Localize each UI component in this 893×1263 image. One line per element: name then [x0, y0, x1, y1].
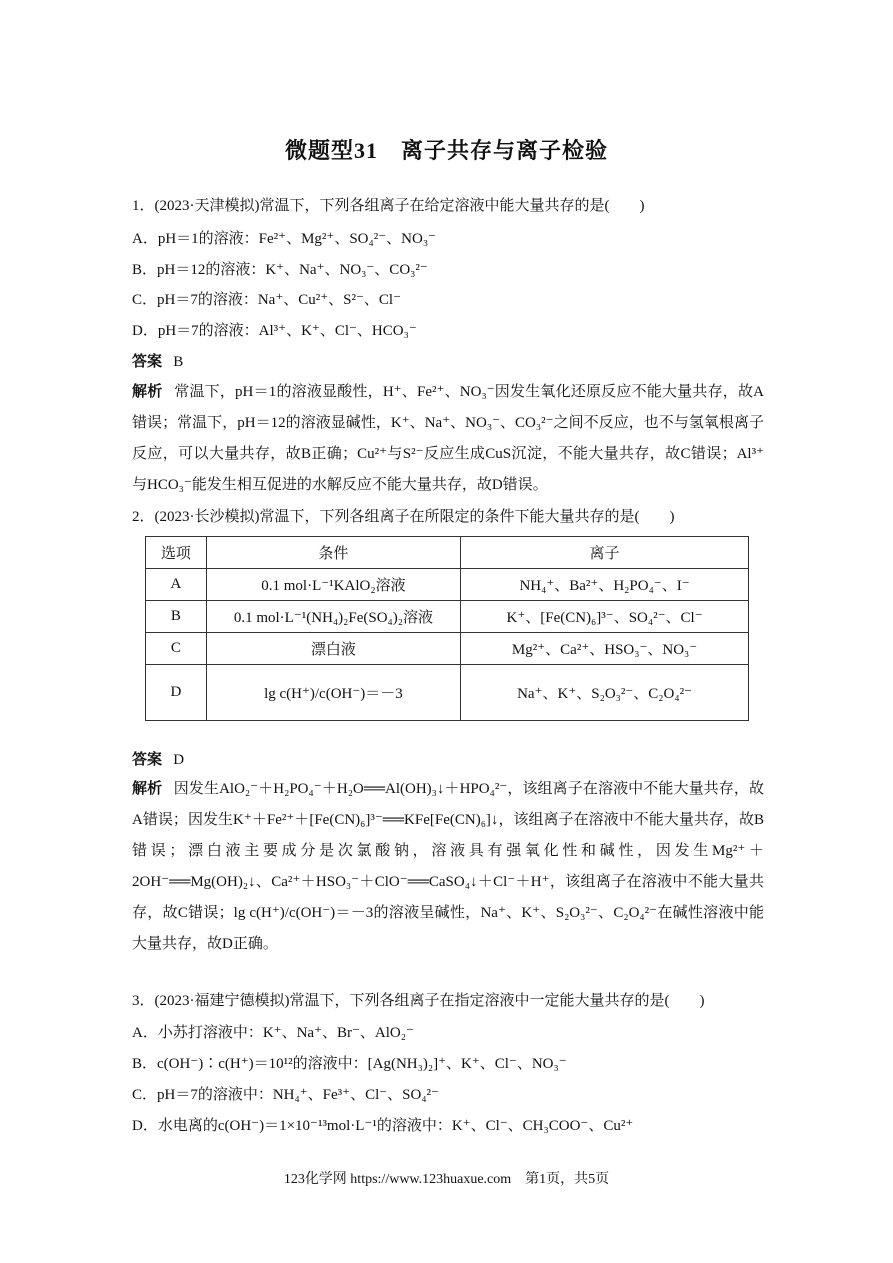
q1-stem: 1．(2023·天津模拟)常温下，下列各组离子在给定溶液中能大量共存的是( ) [132, 198, 645, 214]
q2-analysis-text: 因发生AlO₂⁻＋H₂PO₄⁻＋H₂O══Al(OH)₃↓＋HPO₄²⁻，该组离子在溶液中不能大量共存，故A错误；因发生K⁺＋Fe²⁺＋[Fe(CN)₆]³⁻══KFe[Fe(CN)₆]↓，该组离子在溶液中不能大量共存，故B错误；漂白液主要成分是次氯酸钠，溶液具有强氧化性和碱性，因发生Mg²⁺＋2OH⁻══Mg(OH)₂↓、Ca²⁺＋HSO₃⁻＋ClO⁻══CaSO₄↓＋Cl⁻＋H⁺，该组离子在溶液中不能大量共存，故C错误；lg c(H⁺)/c(OH⁻)＝－3的溶液呈碱性，Na⁺、K⁺、S₂O₃²⁻、C₂O₄²⁻在碱性溶液中能大量共存，故D正确。 [132, 781, 764, 952]
table-cell: 0.1 mol·L⁻¹(NH₄)₂Fe(SO₄)₂溶液 [206, 601, 460, 633]
q3-stem: 3．(2023·福建宁德模拟)常温下，下列各组离子在指定溶液中一定能大量共存的是( ) [132, 993, 705, 1009]
q2-answer-label: 答案 [132, 752, 163, 768]
q3-option-c: C．pH＝7的溶液中：NH₄⁺、Fe³⁺、Cl⁻、SO₄²⁻ [132, 1087, 439, 1103]
table-cell: B [146, 601, 207, 633]
q2-answer-value: D [173, 752, 185, 768]
table-cell: A [146, 569, 207, 601]
q1-analysis [132, 377, 764, 501]
q2-answer [132, 750, 184, 770]
table-row [146, 569, 749, 601]
q3-option-b: B．c(OH⁻)∶c(H⁺)＝10¹²的溶液中：[Ag(NH₃)₂]⁺、K⁺、Cl⁻、NO₃⁻ [132, 1056, 567, 1072]
table-header-row [146, 537, 749, 569]
q1-option-a: A．pH＝1的溶液：Fe²⁺、Mg²⁺、SO₄²⁻、NO₃⁻ [132, 231, 436, 247]
table-cell: Mg²⁺、Ca²⁺、HSO₃⁻、NO₃⁻ [461, 633, 749, 665]
table-cell: K⁺、[Fe(CN)₆]³⁻、SO₄²⁻、Cl⁻ [461, 601, 749, 633]
q1-option-b: B．pH＝12的溶液：K⁺、Na⁺、NO₃⁻、CO₃²⁻ [132, 262, 428, 278]
q1-answer-label: 答案 [132, 354, 163, 370]
table-cell: Na⁺、K⁺、S₂O₃²⁻、C₂O₄²⁻ [461, 665, 749, 721]
q1-analysis-label: 解析 [132, 384, 163, 400]
table-cell: NH₄⁺、Ba²⁺、H₂PO₄⁻、I⁻ [461, 569, 749, 601]
table-header-cell: 离子 [461, 537, 749, 569]
q1-answer [132, 352, 183, 372]
table-row [146, 633, 749, 665]
q2-analysis [132, 774, 764, 960]
table-cell: D [146, 665, 207, 721]
q1-analysis-text: 常温下，pH＝1的溶液显酸性，H⁺、Fe²⁺、NO₃⁻因发生氧化还原反应不能大量共存，故A错误；常温下，pH＝12的溶液显碱性，K⁺、Na⁺、NO₃⁻、CO₃²⁻之间不反应，也不与氢氧根离子反应，可以大量共存，故B正确；Cu²⁺与S²⁻反应生成CuS沉淀，不能大量共存，故C错误；Al³⁺与HCO₃⁻能发生相互促进的水解反应不能大量共存，故D错误。 [132, 384, 764, 493]
table-cell: C [146, 633, 207, 665]
q3-option-a: A．小苏打溶液中：K⁺、Na⁺、Br⁻、AlO₂⁻ [132, 1025, 414, 1041]
table-cell: lg c(H⁺)/c(OH⁻)＝－3 [206, 665, 460, 721]
table-row [146, 601, 749, 633]
q2-options-table [145, 536, 749, 721]
table-cell: 漂白液 [206, 633, 460, 665]
table-cell: 0.1 mol·L⁻¹KAlO₂溶液 [206, 569, 460, 601]
q1-answer-value: B [173, 354, 184, 370]
table-header-cell: 条件 [206, 537, 460, 569]
q1-option-d: D．pH＝7的溶液：Al³⁺、K⁺、Cl⁻、HCO₃⁻ [132, 323, 417, 339]
page-footer: 123化学网 https://www.123huaxue.com 第1页，共5页 [283, 1172, 610, 1187]
table-row [146, 665, 749, 721]
q3-option-d: D．水电离的c(OH⁻)＝1×10⁻¹³mol·L⁻¹的溶液中：K⁺、Cl⁻、CH₃COO⁻、Cu²⁺ [132, 1118, 634, 1134]
q2-analysis-label: 解析 [132, 781, 163, 797]
q2-stem: 2．(2023·长沙模拟)常温下，下列各组离子在所限定的条件下能大量共存的是( ) [132, 509, 675, 525]
page-title: 微题型31 离子共存与离子检验 [284, 138, 608, 163]
q1-option-c: C．pH＝7的溶液：Na⁺、Cu²⁺、S²⁻、Cl⁻ [132, 292, 402, 308]
table-header-cell: 选项 [146, 537, 207, 569]
